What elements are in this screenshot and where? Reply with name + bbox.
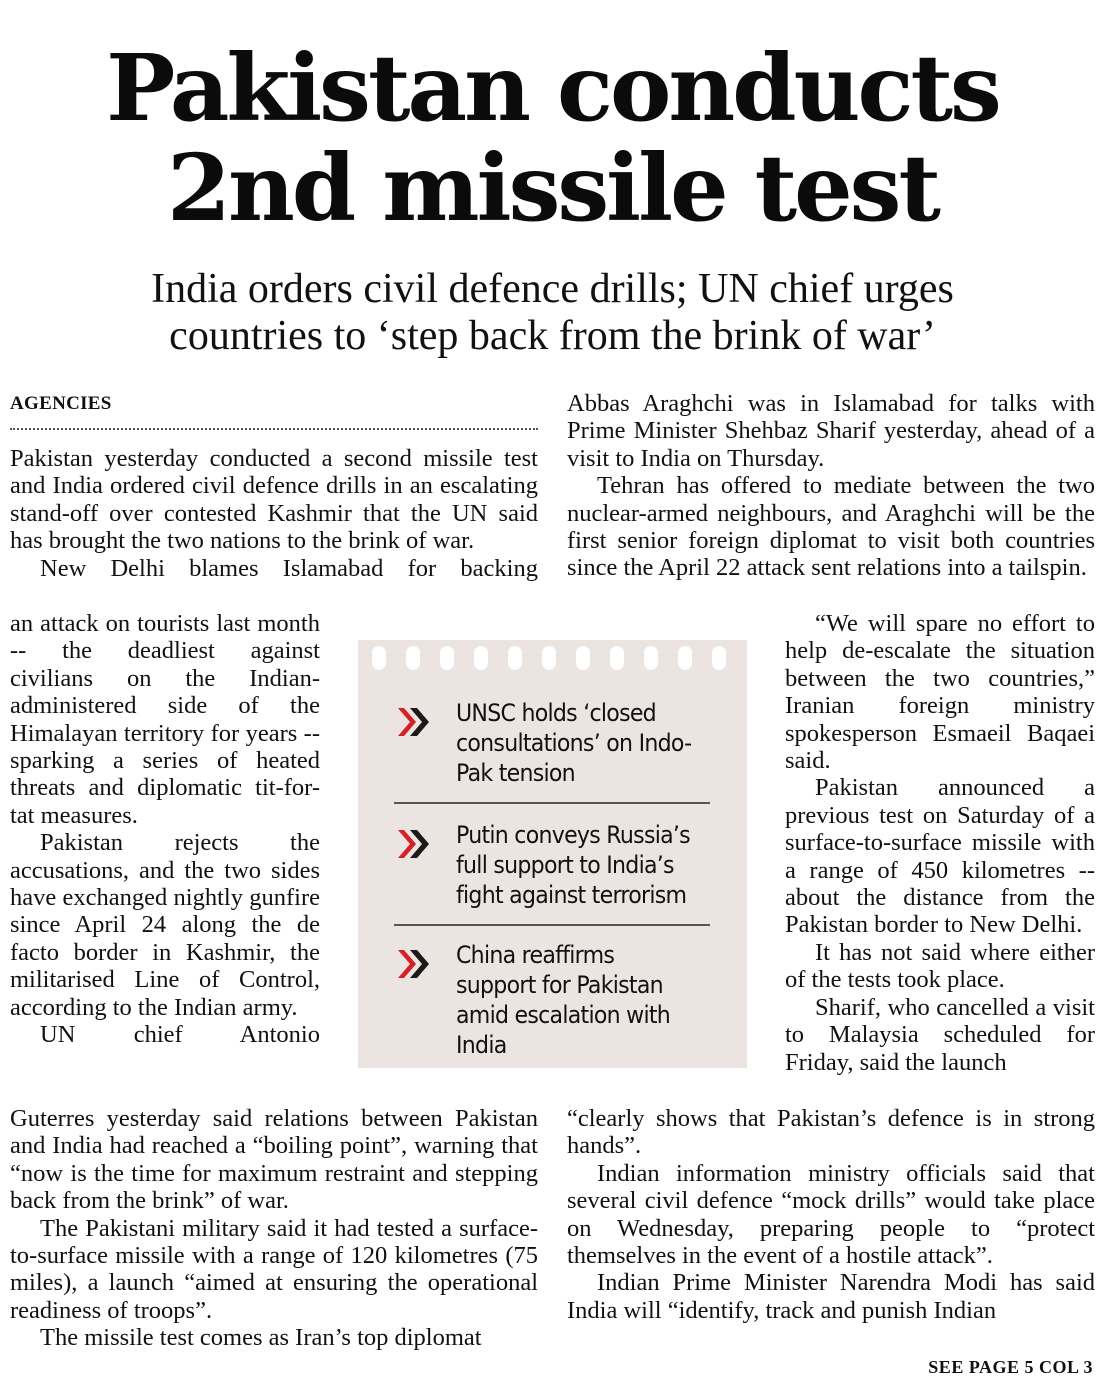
highlight-divider — [394, 924, 710, 926]
highlights-box — [358, 640, 747, 1068]
column-1-bottom — [10, 1105, 538, 1352]
paragraph: Indian Prime Minister Narendra Modi has said India will “identify, track and punish Indian — [567, 1269, 1095, 1324]
notepad-hole — [474, 646, 488, 670]
column-1-wrap — [10, 610, 320, 1049]
paragraph: Guterres yesterday said relations between Pakistan and India had reached a “boiling point”, warning that “now is the time for maximum restraint and stepping back from the brink” of war. — [10, 1105, 538, 1215]
headline-line-2: 2nd missile test — [167, 134, 938, 242]
notepad-hole — [576, 646, 590, 670]
notepad-holes — [372, 646, 742, 676]
continuation-jump: SEE PAGE 5 COL 3 — [928, 1357, 1093, 1377]
headline — [0, 34, 1105, 242]
column-2-bottom — [567, 1105, 1095, 1324]
notepad-hole — [542, 646, 556, 670]
paragraph: It has not said where either of the tests took place. — [785, 938, 1095, 994]
notepad-hole — [508, 646, 522, 670]
highlight-text: China reaffirms support for Pakistan amid escalation with India — [456, 941, 671, 1059]
double-chevron-icon — [394, 824, 434, 864]
notepad-hole — [712, 646, 726, 670]
column-2-top — [567, 390, 1095, 582]
paragraph: “clearly shows that Pakistan’s defence is in strong hands”. — [567, 1105, 1095, 1160]
notepad-hole — [372, 646, 386, 670]
paragraph: Tehran has offered to mediate between the two nuclear-armed neighbours, and Araghchi will be the first senior foreign diplomat to visit both countries since the April 22 attack sent relations into a tailspin. — [567, 472, 1095, 582]
paragraph: “We will spare no effort to help de-escalate the situation between the two countries,” Iranian foreign ministry spokesperson Esmaeil Baqaei said. — [785, 610, 1095, 775]
byline-divider — [10, 428, 538, 430]
highlight-text: UNSC holds ‘closed consultations’ on Indo-Pak tension — [456, 699, 692, 787]
notepad-hole — [644, 646, 658, 670]
column-1-top — [10, 445, 538, 582]
paragraph: Pakistan rejects the accusations, and the two sides have exchanged nightly gunfire since April 24 along the de facto border in Kashmir, the militarised Line of Control, according to the Indian army. — [10, 829, 320, 1021]
subheadline — [0, 266, 1105, 360]
paragraph: The missile test comes as Iran’s top diplomat — [40, 1324, 482, 1352]
notepad-hole — [610, 646, 624, 670]
notepad-hole — [440, 646, 454, 670]
paragraph: Abbas Araghchi was in Islamabad for talks with Prime Minister Shehbaz Sharif yesterday, ahead of a visit to India on Thursday. — [567, 390, 1095, 472]
double-chevron-icon — [394, 944, 434, 984]
subheadline-line-2: countries to ‘step back from the brink of war’ — [169, 313, 936, 359]
headline-line-1: Pakistan conducts — [106, 34, 999, 142]
paragraph: an attack on tourists last month -- the deadliest against civilians on the Indian-administered side of the Himalayan territory for years -- sparking a series of heated threats and diplomatic tit-for-tat measures. — [10, 610, 320, 829]
paragraph: Sharif, who cancelled a visit to Malaysia scheduled for Friday, said the launch — [785, 993, 1095, 1076]
double-chevron-icon — [394, 702, 434, 742]
paragraph: New Delhi blames Islamabad for backing — [40, 554, 538, 582]
highlight-text: Putin conveys Russia’s full support to India’s fight against terrorism — [456, 821, 690, 909]
highlight-divider — [394, 802, 710, 804]
notepad-hole — [678, 646, 692, 670]
paragraph: UN chief Antonio — [40, 1021, 320, 1049]
paragraph: Pakistan yesterday conducted a second missile test and India ordered civil defence drills in an escalating stand-off over contested Kashmir that the UN said has brought the two nations to the brink of war. — [10, 445, 538, 555]
column-2-wrap — [785, 610, 1095, 1076]
byline: AGENCIES — [10, 393, 112, 414]
notepad-hole — [406, 646, 420, 670]
subheadline-line-1: India orders civil defence drills; UN chief urges — [151, 266, 954, 312]
paragraph: The Pakistani military said it had tested a surface-to-surface missile with a range of 120 kilometres (75 miles), a launch “aimed at ensuring the operational readiness of troops”. — [10, 1214, 538, 1324]
paragraph: Pakistan announced a previous test on Saturday of a surface-to-surface missile with a range of 450 kilometres -- about the distance from the Pakistan border to New Delhi. — [785, 774, 1095, 939]
paragraph: Indian information ministry officials said that several civil defence “mock drills” would take place on Wednesday, preparing people to “protect themselves in the event of a hostile attack”. — [567, 1159, 1095, 1270]
